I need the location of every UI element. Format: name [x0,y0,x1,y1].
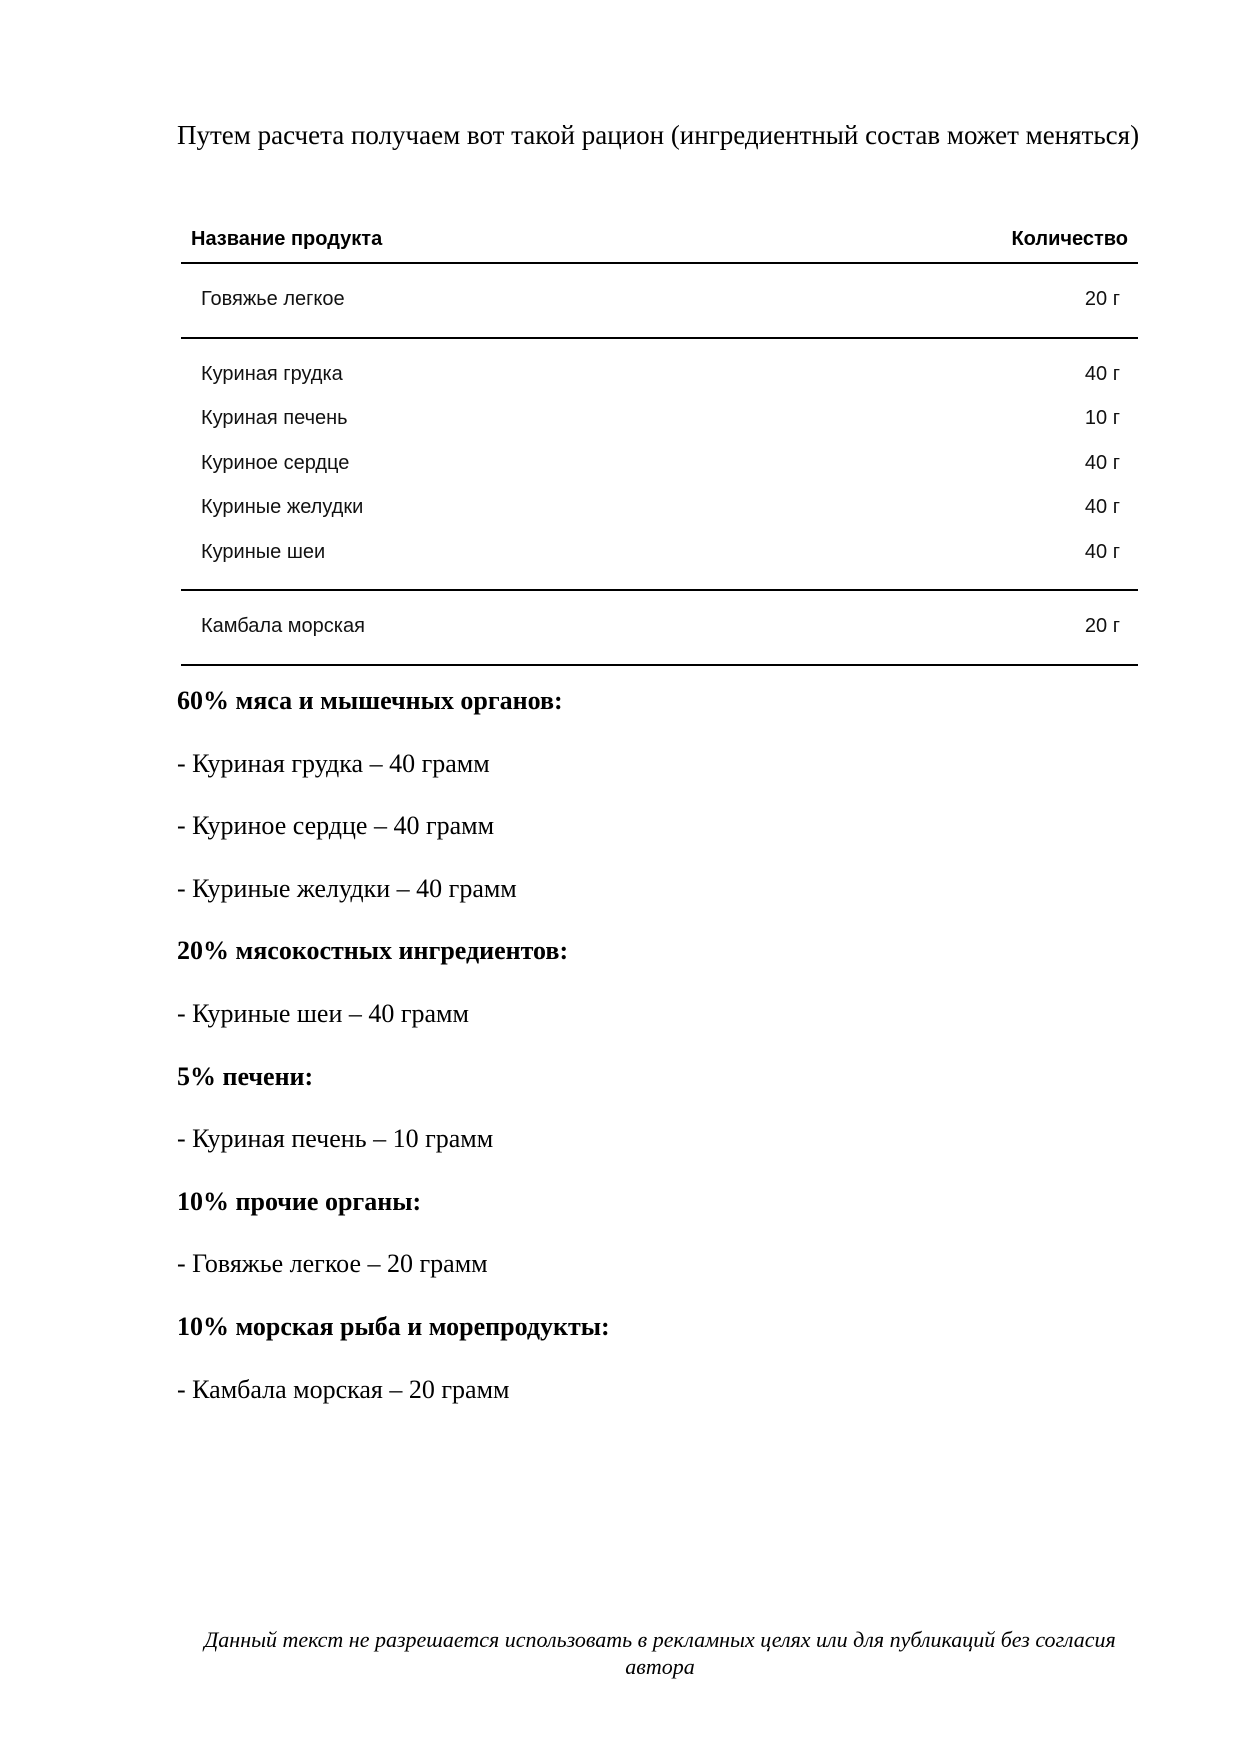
section-item: - Куриные шеи – 40 грамм [177,998,469,1028]
product-name: Куриные желудки [201,496,364,518]
product-quantity: 20 г [1084,288,1120,310]
section-heading: 10% прочие органы: [177,1186,422,1216]
table-row [181,278,1138,323]
table-row [181,442,1138,487]
product-quantity: 40 г [1084,496,1120,518]
table-header [181,220,1138,264]
section-item: - Куриная печень – 10 грамм [177,1124,494,1154]
ration-breakdown [177,686,610,1437]
table-row [181,353,1138,398]
section-item: - Куриные желудки – 40 грамм [177,873,517,903]
section-item: - Куриная грудка – 40 грамм [177,748,490,778]
product-quantity: 40 г [1084,362,1120,385]
ration-table [181,220,1138,666]
product-quantity: 20 г [1084,615,1120,637]
table-row [181,531,1138,576]
section-item: - Говяжье легкое – 20 грамм [177,1249,488,1279]
table-group [181,591,1138,666]
table-group [181,339,1138,592]
product-quantity: 40 г [1084,540,1120,563]
product-name: Говяжье легкое [201,288,345,310]
section-heading: 5% печени: [177,1061,314,1091]
product-quantity: 40 г [1084,451,1120,474]
product-name: Камбала морская [201,615,365,637]
table-row [181,397,1138,442]
section-item: - Камбала морская – 20 грамм [177,1374,510,1404]
product-quantity: 10 г [1084,407,1120,429]
product-name: Куриная грудка [201,362,343,385]
section-heading: 20% мясокостных ингредиентов: [177,936,569,966]
product-name: Куриные шеи [201,540,326,563]
product-name: Куриная печень [201,407,348,429]
section-heading: 60% мяса и мышечных органов: [177,686,563,715]
table-row [181,605,1138,650]
table-group [181,264,1138,339]
footer-disclaimer: Данный текст не разрешается использовать в рекламных целях или для публикаций без согласия автора [204,1627,1116,1679]
table-row [181,486,1138,531]
product-name: Куриное сердце [201,451,350,474]
section-heading: 10% морская рыба и морепродукты: [177,1311,610,1341]
header-quantity: Количество [1011,228,1128,250]
section-item: - Куриное сердце – 40 грамм [177,811,495,841]
header-product-name: Название продукта [191,228,383,250]
intro-paragraph: Путем расчета получаем вот такой рацион (ингредиентный состав может меняться) [177,120,1140,150]
